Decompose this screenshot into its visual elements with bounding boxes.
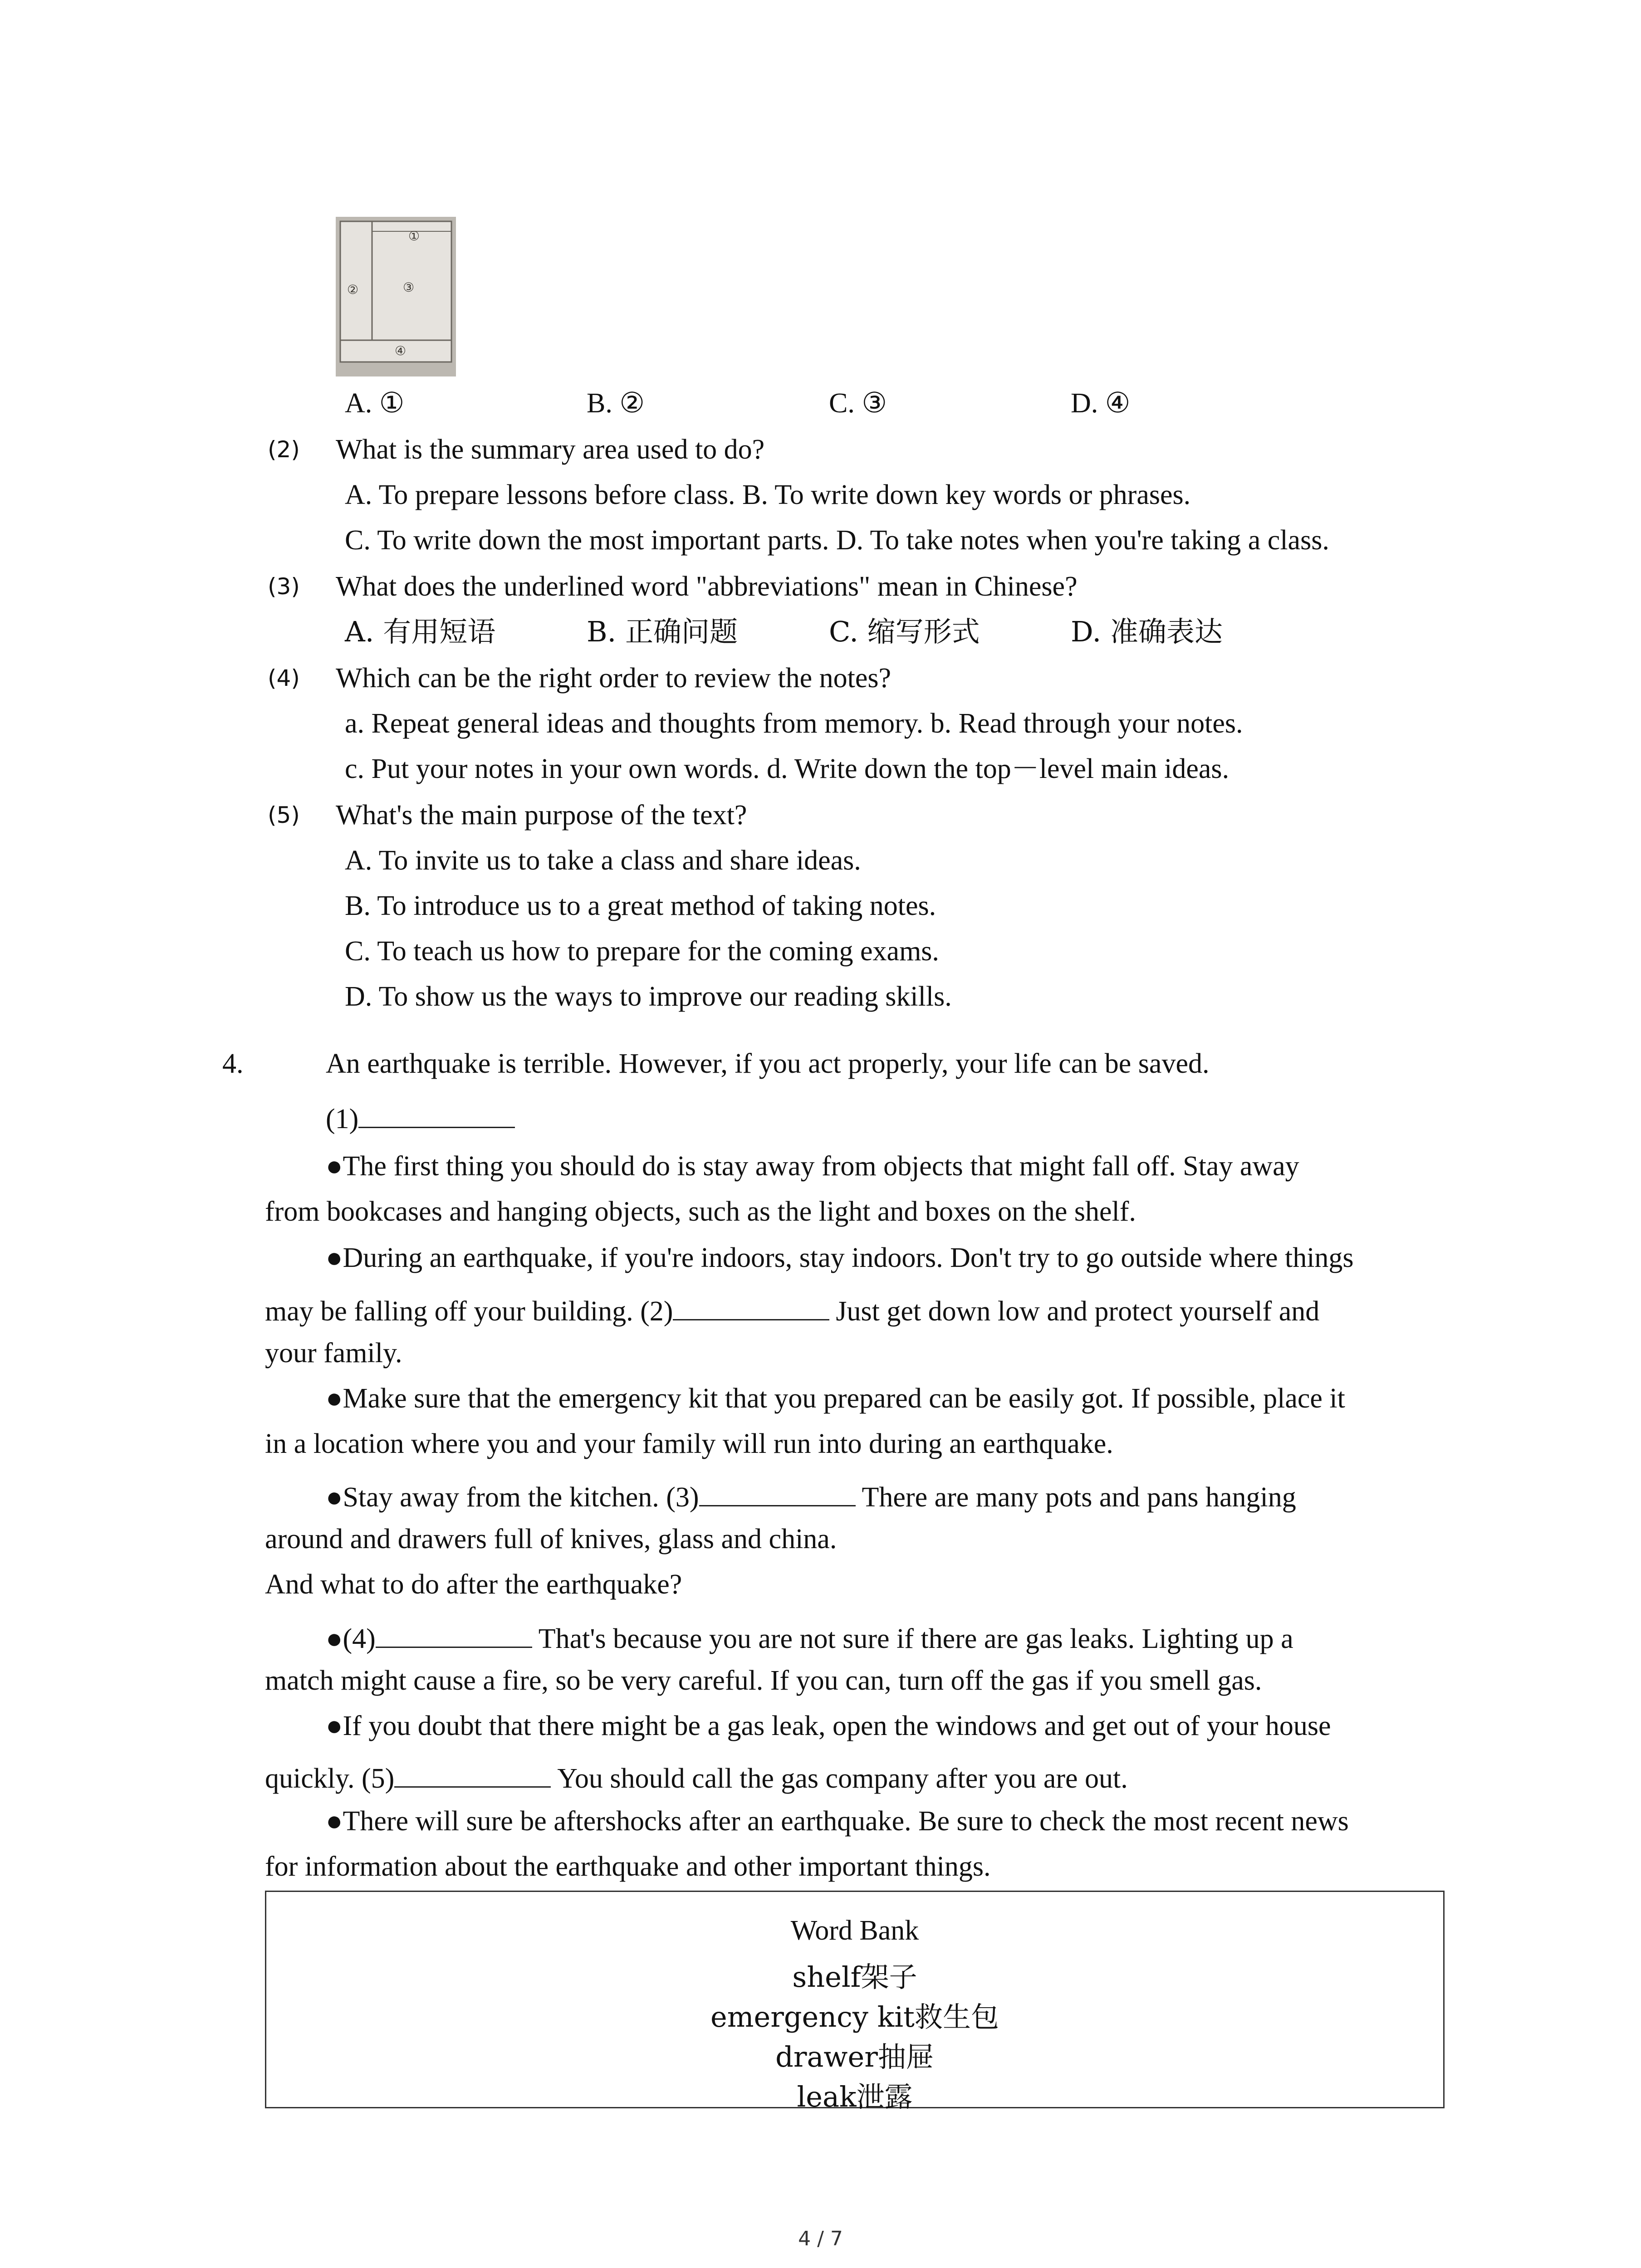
q3-number: (3) — [268, 573, 300, 600]
q2-options-line-1: A. To prepare lessons before class. B. To write down key words or phrases. — [345, 479, 1191, 510]
marker-3: ③ — [403, 280, 415, 295]
q5-option-a: A. To invite us to take a class and share ideas. — [345, 845, 861, 876]
p3-line-2: in a location where you and your family will run into during an earthquake. — [265, 1428, 1113, 1459]
p7-line-2: for information about the earthquake and other important things. — [265, 1851, 991, 1882]
blank-5[interactable] — [394, 1761, 551, 1788]
blank-1-line — [326, 1101, 521, 1133]
p2-line-1: ●During an earthquake, if you're indoors, stay indoors. Don't try to go outside where things — [326, 1242, 1354, 1273]
q3-option-a: A. 有用短语 — [345, 615, 496, 648]
q3-option-c: C. 缩写形式 — [829, 615, 980, 648]
blank-1-label: (1) — [326, 1104, 359, 1134]
q5-option-b: B. To introduce us to a great method of taking notes. — [345, 890, 936, 921]
q4-steps-line-2: c. Put your notes in your own words. d. Write down the top－level main ideas. — [345, 753, 1230, 784]
blank-3[interactable] — [699, 1480, 856, 1506]
p5-line-2: match might cause a fire, so be very careful. If you can, turn off the gas if you smell gas. — [265, 1665, 1262, 1696]
p2-line-2-end: Just get down low and protect yourself and — [836, 1296, 1320, 1327]
p6-line-2-end: You should call the gas company after you are out. — [557, 1763, 1128, 1794]
p5-line-1 — [326, 1621, 1293, 1653]
p1-line-2: from bookcases and hanging objects, such as the light and boxes on the shelf. — [265, 1196, 1136, 1227]
q3-option-d: D. 准确表达 — [1071, 615, 1223, 648]
word-bank-item: emergency kit救生包 — [710, 2000, 999, 2033]
q4-question: Which can be the right order to review the notes? — [336, 663, 892, 694]
q4-steps-line-1: a. Repeat general ideas and thoughts from memory. b. Read through your notes. — [345, 708, 1243, 739]
q2-number: (2) — [268, 436, 300, 463]
q2-question: What is the summary area used to do? — [336, 434, 765, 465]
word-bank-item: leak泄露 — [797, 2080, 913, 2113]
p2-line-2-start: may be falling off your building. (2) — [265, 1296, 673, 1327]
marker-4: ④ — [395, 343, 407, 358]
p1-line-1: ●The first thing you should do is stay away from objects that might fall off. Stay away — [326, 1151, 1299, 1182]
word-bank-item: shelf架子 — [792, 1960, 917, 1994]
blank-2[interactable] — [673, 1294, 829, 1320]
p4-line-1-start: ●Stay away from the kitchen. (3) — [326, 1482, 699, 1513]
passage-intro: An earthquake is terrible. However, if you act properly, your life can be saved. — [326, 1048, 1210, 1079]
p6-line-2-start: quickly. (5) — [265, 1763, 395, 1794]
p6-line-1: ●If you doubt that there might be a gas leak, open the windows and get out of your house — [326, 1711, 1331, 1741]
q3-question: What does the underlined word "abbreviations" mean in Chinese? — [336, 571, 1078, 602]
q1-option-c: C. ③ — [829, 388, 887, 419]
p3-line-1: ●Make sure that the emergency kit that you prepared can be easily got. If possible, place it — [326, 1383, 1345, 1414]
p4-line-1-end: There are many pots and pans hanging — [862, 1482, 1296, 1513]
word-bank-title: Word Bank — [790, 1915, 919, 1946]
p2-line-2 — [265, 1294, 1319, 1325]
blank-4[interactable] — [376, 1621, 532, 1648]
q4-number: (4) — [268, 665, 300, 691]
q1-option-d: D. ④ — [1071, 388, 1131, 419]
p7-line-1: ●There will sure be aftershocks after an earthquake. Be sure to check the most recent news — [326, 1806, 1349, 1837]
after-earthquake-heading: And what to do after the earthquake? — [265, 1569, 682, 1600]
q5-number: (5) — [268, 802, 300, 828]
q1-option-a: A. ① — [345, 388, 405, 419]
p6-line-2 — [265, 1761, 1128, 1793]
page-indicator: 4 / 7 — [798, 2227, 843, 2250]
marker-1: ① — [408, 229, 420, 244]
word-bank-item: drawer抽屉 — [775, 2040, 934, 2073]
q1-option-b: B. ② — [587, 388, 645, 419]
note-layout-diagram — [336, 217, 456, 376]
word-bank-box — [265, 1891, 1445, 2113]
passage-number: 4. — [222, 1048, 244, 1079]
p4-line-1 — [326, 1480, 1296, 1511]
blank-1[interactable] — [358, 1101, 515, 1128]
note-layout-figure — [336, 217, 456, 376]
q5-option-d: D. To show us the ways to improve our reading skills. — [345, 981, 952, 1012]
p5-line-1-start: ●(4) — [326, 1623, 376, 1654]
q3-option-b: B. 正确问题 — [587, 615, 738, 648]
q5-option-c: C. To teach us how to prepare for the coming exams. — [345, 936, 939, 967]
q2-options-line-2: C. To write down the most important parts. D. To take notes when you're taking a class. — [345, 525, 1329, 556]
p5-line-1-end: That's because you are not sure if there are gas leaks. Lighting up a — [538, 1623, 1293, 1654]
p4-line-2: around and drawers full of knives, glass and china. — [265, 1524, 837, 1554]
marker-2: ② — [347, 282, 359, 297]
p2-line-3: your family. — [265, 1338, 402, 1369]
q5-question: What's the main purpose of the text? — [336, 800, 747, 831]
